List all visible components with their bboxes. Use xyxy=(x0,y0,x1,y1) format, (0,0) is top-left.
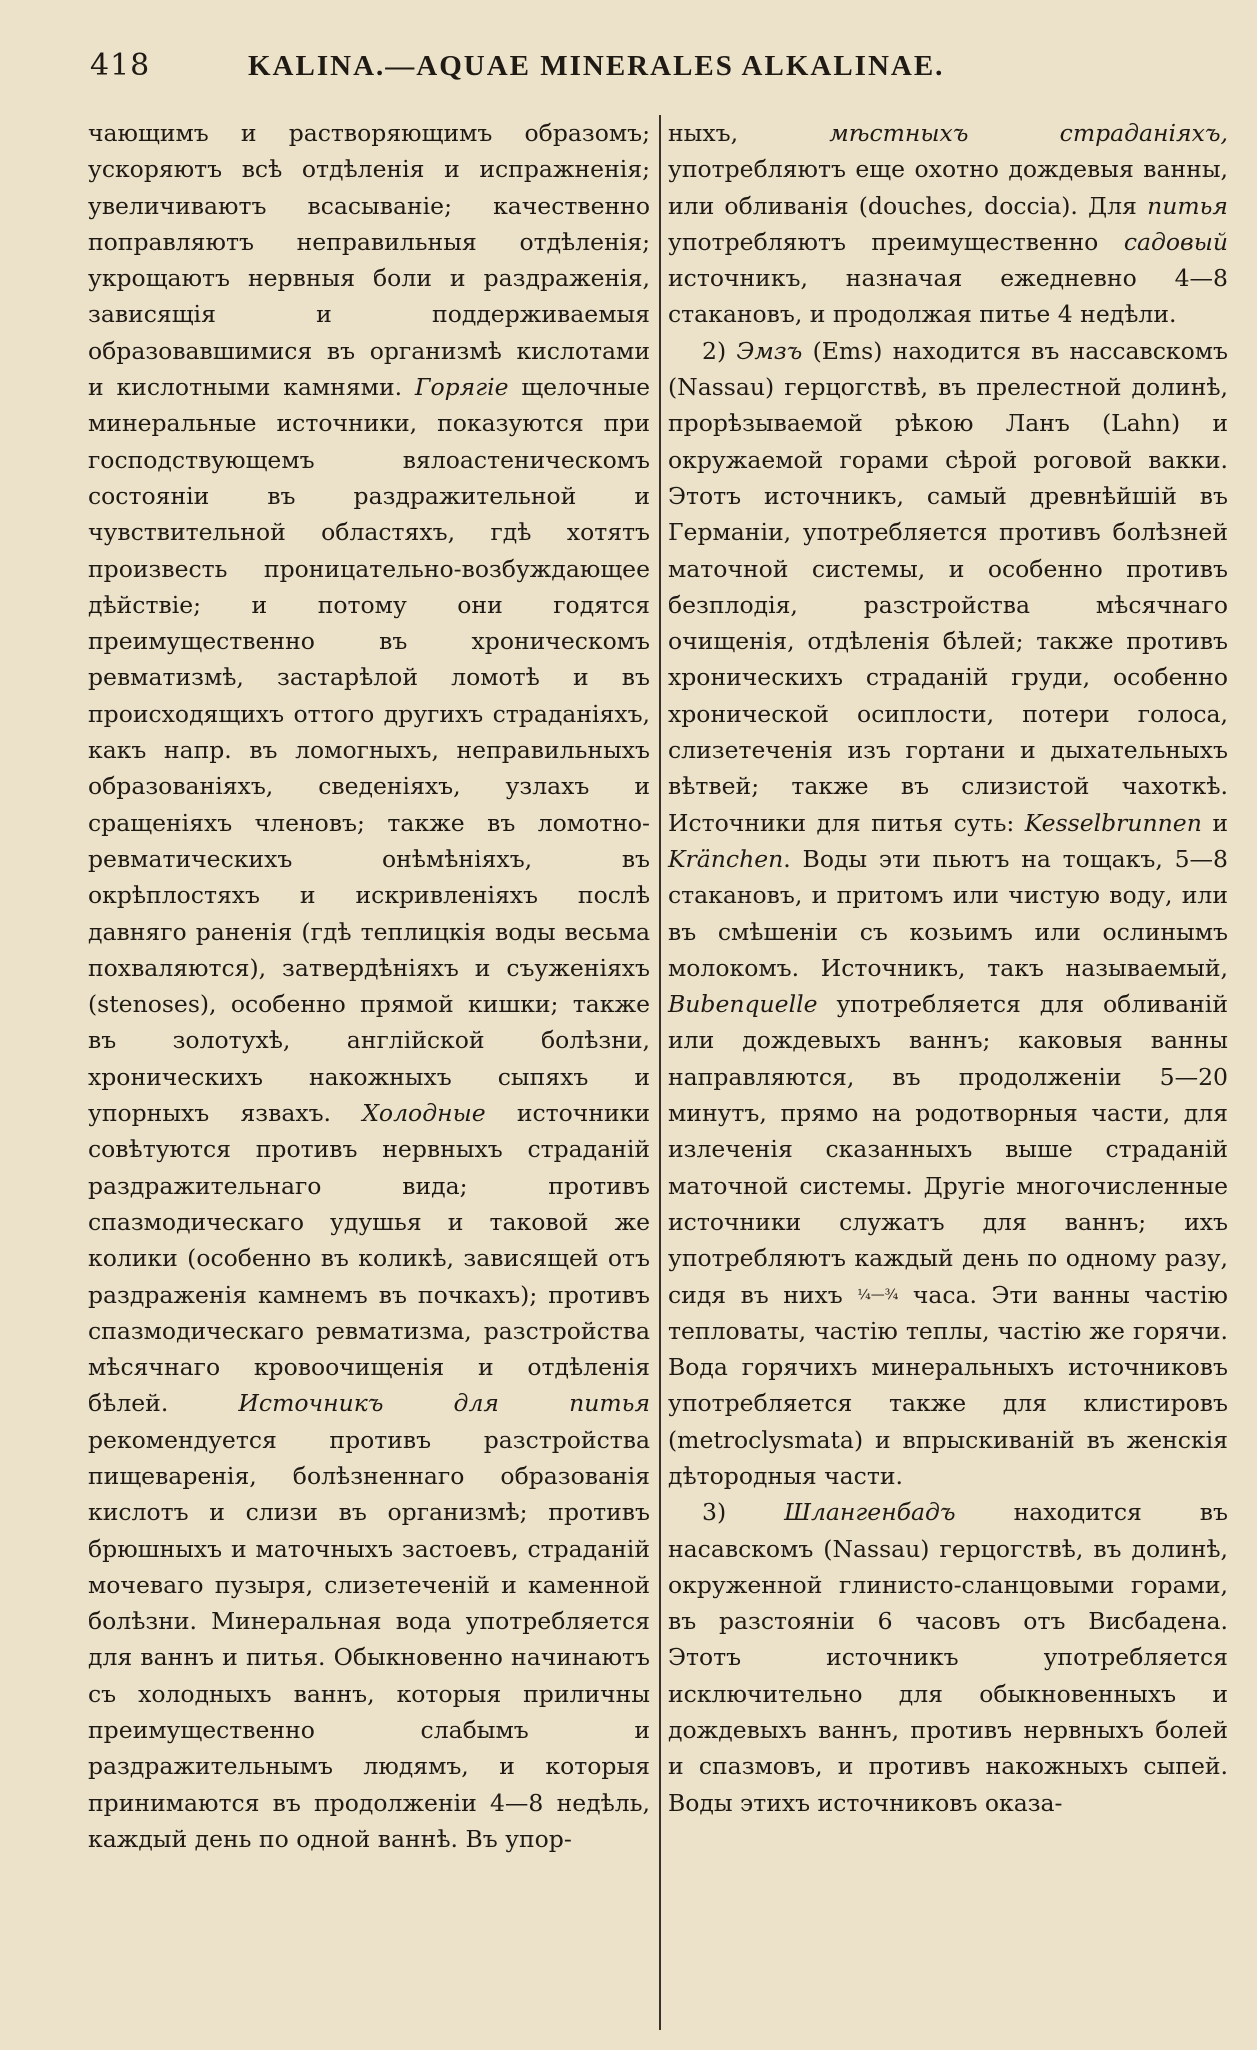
emphasis: питья xyxy=(1147,191,1228,220)
text-run: источники совѣтуются противъ нервныхъ страданій раздражительнаго вида; противъ спазмодическаго удушья и таковой же колики (особенно въ коликѣ, зависящей отъ раздраженія камнемъ въ почкахъ); противъ спазмодическаго ревматизма, разстройства мѣсячнаго кровоочищенія и отдѣленія бѣлей. xyxy=(88,1099,651,1418)
text-run: (Ems) находится въ нассавскомъ (Nassau) герцогствѣ, въ прелестной долинѣ, прорѣзываемой рѣкою Ланъ (Lahn) и окружаемой горами сѣрой роговой вакки. Этотъ источникъ, самый древнѣйшій въ Германіи, употребляется противъ болѣзней маточной системы, и особенно противъ безплодія, разстройства мѣсячнаго очищенія, отдѣленія бѣлей; также противъ хроническихъ страданій груди, особенно хронической осиплости, потери голоса, слизетеченія изъ гортани и дыхательныхъ вѣтвей; также въ слизистой чахоткѣ. Источники для питья суть: xyxy=(668,336,1228,837)
text-run: 2) xyxy=(702,336,737,365)
emphasis: Холодные xyxy=(362,1099,486,1128)
left-column xyxy=(88,115,650,1857)
text-run: употребляютъ еще охотно дождевыя ванны, или обливанія (douches, doccia). Для xyxy=(668,155,1228,220)
emphasis: Источникъ для питья xyxy=(238,1389,651,1418)
text-run: источникъ, назначая ежедневно 4—8 стакановъ, и продолжая питье 4 недѣли. xyxy=(668,264,1228,329)
emphasis: Эмзъ xyxy=(736,336,803,365)
emphasis: Горягіе xyxy=(414,373,509,402)
emphasis: Шлангенбадъ xyxy=(784,1498,956,1527)
text-run: щелочные минеральные источники, показуются при господствующемъ вялоастеническомъ состояніи въ раздражительной и чувствительной областяхъ, гдѣ хотятъ произвесть проницательно-возбуждающее дѣйствіе; и потому они годятся преимущественно въ хроническомъ ревматизмѣ, застарѣлой ломотѣ и въ происходящихъ оттого другихъ страданіяхъ, какъ напр. въ ломогныхъ, неправильныхъ образованіяхъ, сведеніяхъ, узлахъ и сращеніяхъ членовъ; также въ ломотно-ревматическихъ онѣмѣніяхъ, въ окрѣплостяхъ и искривленіяхъ послѣ давняго раненія (гдѣ теплицкія воды весьма похваляются), затвердѣніяхъ и съуженіяхъ (stenoses), особенно прямой кишки; также въ золотухѣ, англійской болѣзни, хроническихъ накожныхъ сыпяхъ и упорныхъ язвахъ. xyxy=(88,373,650,1128)
column-divider xyxy=(659,115,661,2030)
text-run: 3) xyxy=(702,1498,785,1527)
text-run: часа. Эти ванны частію тепловаты, частію теплы, частію же горячи. Вода горячихъ минеральныхъ источниковъ употребляется также для клистировъ (metroclysmata) и впрыскиваній въ женскія дѣтородныя части. xyxy=(668,1280,1228,1490)
text-run: и xyxy=(1201,808,1228,837)
running-title: KALINA.—AQUAE MINERALES ALKALINAE. xyxy=(248,50,945,82)
right-paragraph-1 xyxy=(668,115,1228,333)
right-column xyxy=(668,115,1228,1821)
text-run: ныхъ, xyxy=(668,119,830,147)
text-run: употребляютъ преимущественно xyxy=(668,227,1124,256)
emphasis: Bubenquelle xyxy=(668,990,818,1019)
right-paragraph-2 xyxy=(668,333,1228,1495)
text-run: чающимъ и растворяющимъ образомъ; ускоряютъ всѣ отдѣленія и испражненія; увеличиваютъ всасываніе; качественно поправляютъ неправильныя отдѣленія; укрощаютъ нервныя боли и раздраженія, зависящія и поддерживаемыя образовавшимися въ организмѣ кислотами и кислотными камнями. xyxy=(88,119,650,402)
emphasis: Kränchen xyxy=(668,844,784,873)
text-run: рекомендуется противъ разстройства пищеваренія, болѣзненнаго образованія кислотъ и слизи въ организмѣ; противъ брюшныхъ и маточныхъ застоевъ, страданій мочеваго пузыря, слизетеченій и каменной болѣзни. Минеральная вода употребляется для ваннъ и питья. Обыкновенно начинаютъ съ холодныхъ ваннъ, которыя приличны преимущественно слабымъ и раздражительнымъ людямъ, и которыя принимаются въ продолженіи 4—8 недѣль, каждый день по одной ваннѣ. Въ упор- xyxy=(88,1425,650,1853)
text-run: . Воды эти пьютъ на тощакъ, 5—8 стакановъ, и притомъ или чистую воду, или въ смѣшеніи съ козьимъ или ослинымъ молокомъ. Источникъ, такъ называемый, xyxy=(668,844,1228,982)
emphasis: Kesselbrunnen xyxy=(1024,808,1202,837)
text-run: употребляется для обливаній или дождевыхъ ваннъ; каковыя ванны направляются, въ продолженіи 5—20 минутъ, прямо на родотворныя части, для излеченія сказанныхъ выше страданій маточной системы. Другіе многочисленные источники служатъ для ваннъ; ихъ употребляютъ каждый день по одному разу, сидя въ нихъ xyxy=(668,990,1228,1309)
left-paragraph xyxy=(88,115,650,1857)
page-number: 418 xyxy=(90,48,151,83)
fraction: ¼—¾ xyxy=(857,1286,899,1303)
page-header xyxy=(88,48,1248,92)
emphasis: садовый xyxy=(1123,227,1228,256)
right-paragraph-3 xyxy=(668,1494,1228,1821)
emphasis: мѣстныхъ страданіяхъ, xyxy=(829,119,1228,147)
text-run: находится въ насавскомъ (Nassau) герцогствѣ, въ долинѣ, окруженной глинисто-сланцовыми горами, въ разстояніи 6 часовъ отъ Висбадена. Этотъ источникъ употребляется исключительно для обыкновенныхъ и дождевыхъ ваннъ, противъ нервныхъ болей и спазмовъ, и противъ накожныхъ сыпей. Воды этихъ источниковъ оказа- xyxy=(668,1498,1228,1817)
